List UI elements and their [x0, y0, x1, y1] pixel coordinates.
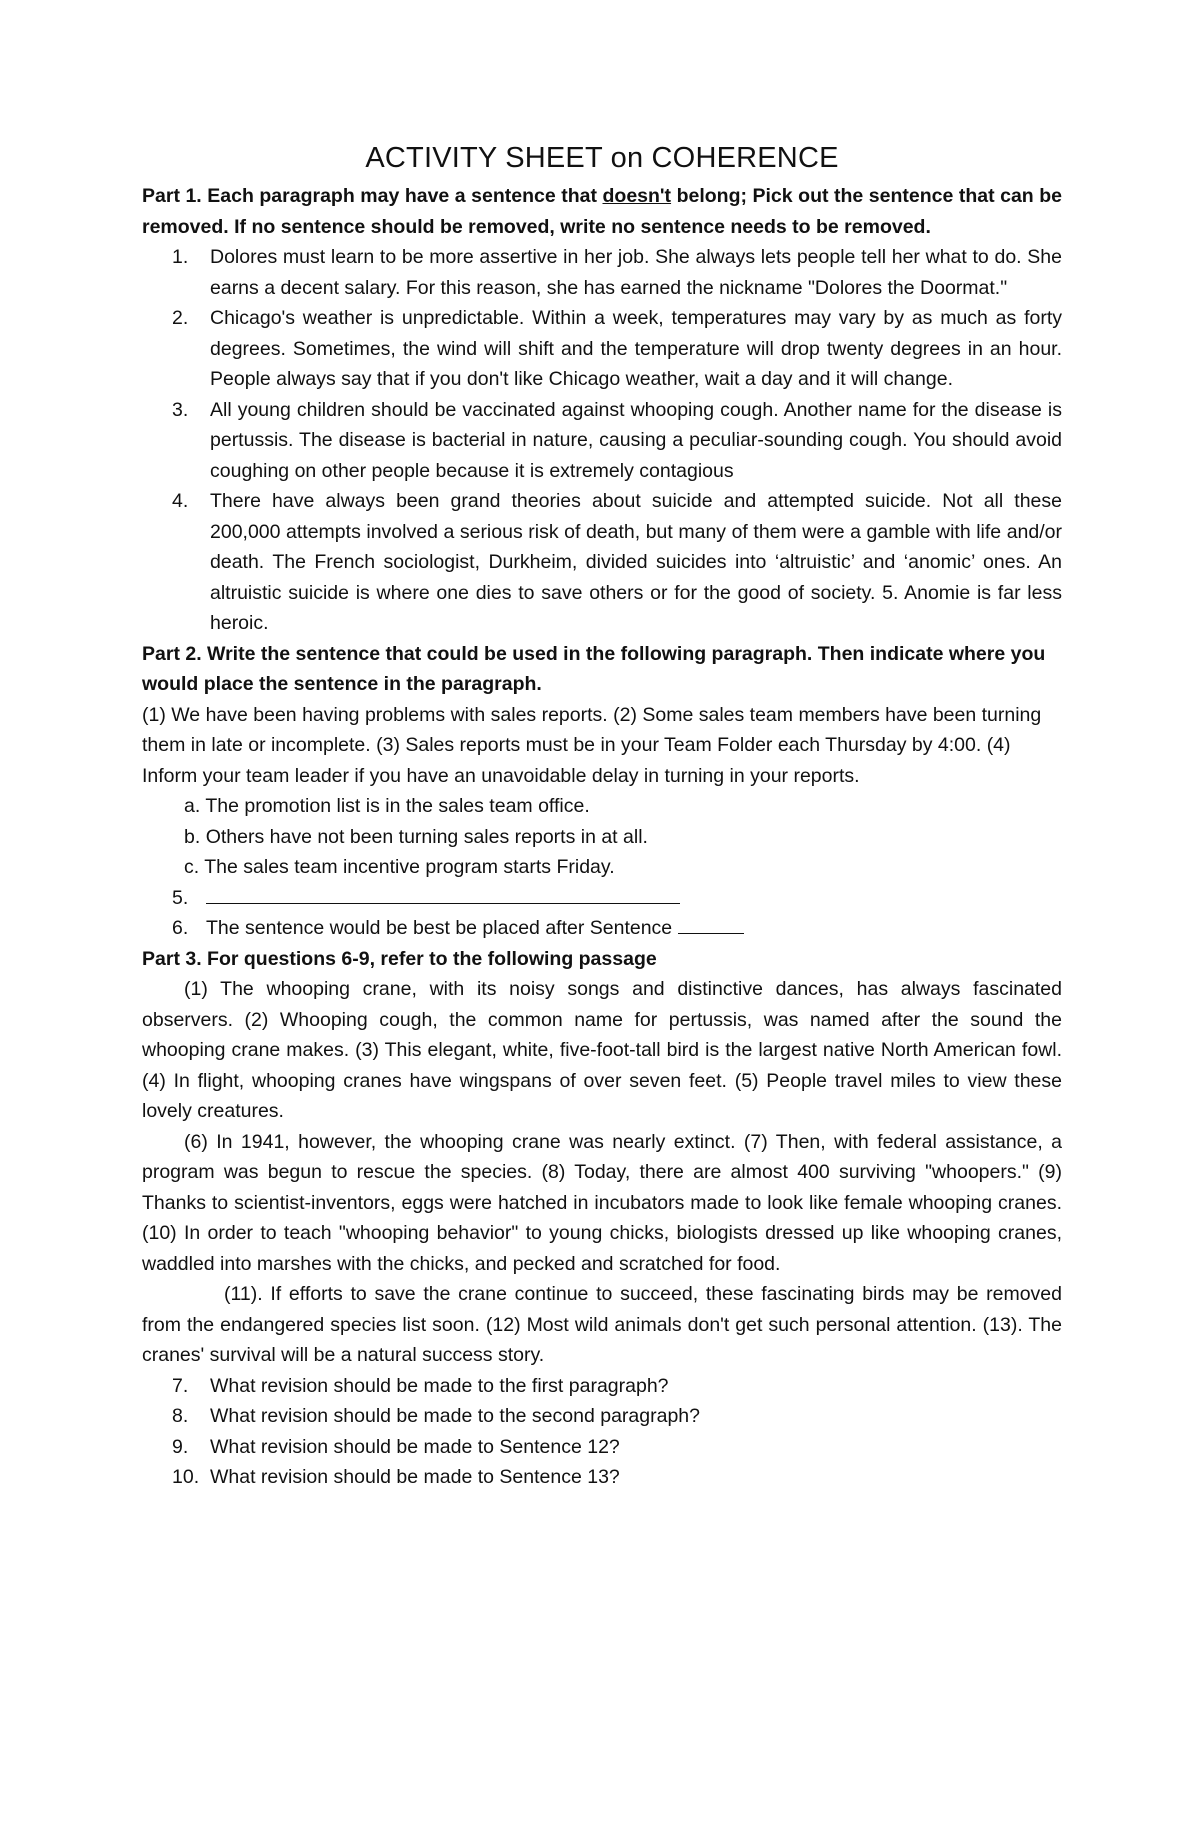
passage-paragraph-3: (11). If efforts to save the crane continue to succeed, these fascinating birds may be removed from the endangered species list soon. (12) Most wild animals don't get such personal attention. (13). The cranes' survival will be a natural success story.: [142, 1283, 1062, 1366]
part1-label: Part 1.: [142, 185, 202, 207]
answer-blank-position[interactable]: [678, 915, 744, 934]
passage-paragraph-2: (6) In 1941, however, the whooping crane was nearly extinct. (7) Then, with federal assistance, a program was begun to rescue the species. (8) Today, there are almost 400 surviving "whoopers." (9) Thanks to scientist-inventors, eggs were hatched in incubators made to look like female whooping cranes. (10) In order to teach "whooping behavior" to young chicks, biologists dressed up like whooping cranes, waddled into marshes with the chicks, and pecked and scratched for food.: [142, 1130, 1062, 1275]
part2-label: Part 2.: [142, 642, 202, 665]
document-body: [142, 142, 1062, 1493]
question-5: 5.: [142, 883, 1062, 914]
list-item: 9. What revision should be made to Sentence 12?: [172, 1435, 620, 1458]
question-6: 6. The sentence would be best be placed after Sentence: [142, 913, 1062, 944]
part3-instruction: Part 3. For questions 6-9, refer to the following passage: [142, 947, 657, 970]
answer-blank-sentence[interactable]: [206, 885, 680, 904]
part3-label: Part 3.: [142, 947, 202, 970]
option-a: a. The promotion list is in the sales team office.: [184, 795, 590, 817]
part2-instruction: Part 2. Write the sentence that could be used in the following paragraph. Then indicate where you would place the sentence in the paragraph.: [142, 642, 1046, 695]
part3-questions: [142, 1371, 1062, 1493]
list-item: 7. What revision should be made to the first paragraph?: [172, 1374, 669, 1397]
list-item: 1. Dolores must learn to be more assertive in her job. She always lets people tell her what to do. She earns a decent salary. For this reason, she has earned the nickname "Dolores the Doormat.": [172, 246, 1062, 299]
list-item: 4. There have always been grand theories about suicide and attempted suicide. Not all these 200,000 attempts involved a serious risk of death, but many of them were a gamble with life and/or death. The French sociologist, Durkheim, divided suicides into ‘altruistic’ and ‘anomic’ ones. An altruistic suicide is where one dies to save others or for the good of society. 5. Anomie is far less heroic.: [172, 490, 1062, 634]
option-c: c. The sales team incentive program starts Friday.: [184, 856, 615, 878]
document-title: ACTIVITY SHEET on COHERENCE: [365, 142, 839, 174]
part2-paragraph: (1) We have been having problems with sales reports. (2) Some sales team members have been turning them in late or incomplete. (3) Sales reports must be in your Team Folder each Thursday by 4:00. (4) Inform your team leader if you have an unavoidable delay in turning in your reports.: [142, 703, 1042, 787]
list-item: 3. All young children should be vaccinated against whooping cough. Another name for the disease is pertussis. The disease is bacterial in nature, causing a peculiar-sounding cough. You should avoid coughing on other people because it is extremely contagious: [172, 398, 1062, 482]
part1-list: [142, 242, 1062, 639]
part1-instruction: Part 1. Each paragraph may have a sentence that doesn't belong; Pick out the sentence that can be removed. If no sentence should be removed, write no sentence needs to be removed.: [142, 185, 1062, 238]
list-item: 10. What revision should be made to Sentence 13?: [172, 1466, 620, 1488]
list-item: 8. What revision should be made to the second paragraph?: [172, 1405, 700, 1427]
option-b: b. Others have not been turning sales reports in at all.: [184, 825, 648, 848]
list-item: 2. Chicago's weather is unpredictable. Within a week, temperatures may vary by as much as forty degrees. Sometimes, the wind will shift and the temperature will drop twenty degrees in an hour. People always say that if you don't like Chicago weather, wait a day and it will change.: [172, 307, 1062, 390]
passage-paragraph-1: (1) The whooping crane, with its noisy songs and distinctive dances, has always fascinated observers. (2) Whooping cough, the common name for pertussis, was named after the sound the whooping crane makes. (3) This elegant, white, five-foot-tall bird is the largest native North American fowl. (4) In flight, whooping cranes have wingspans of over seven feet. (5) People travel miles to view these lovely creatures.: [142, 978, 1062, 1122]
